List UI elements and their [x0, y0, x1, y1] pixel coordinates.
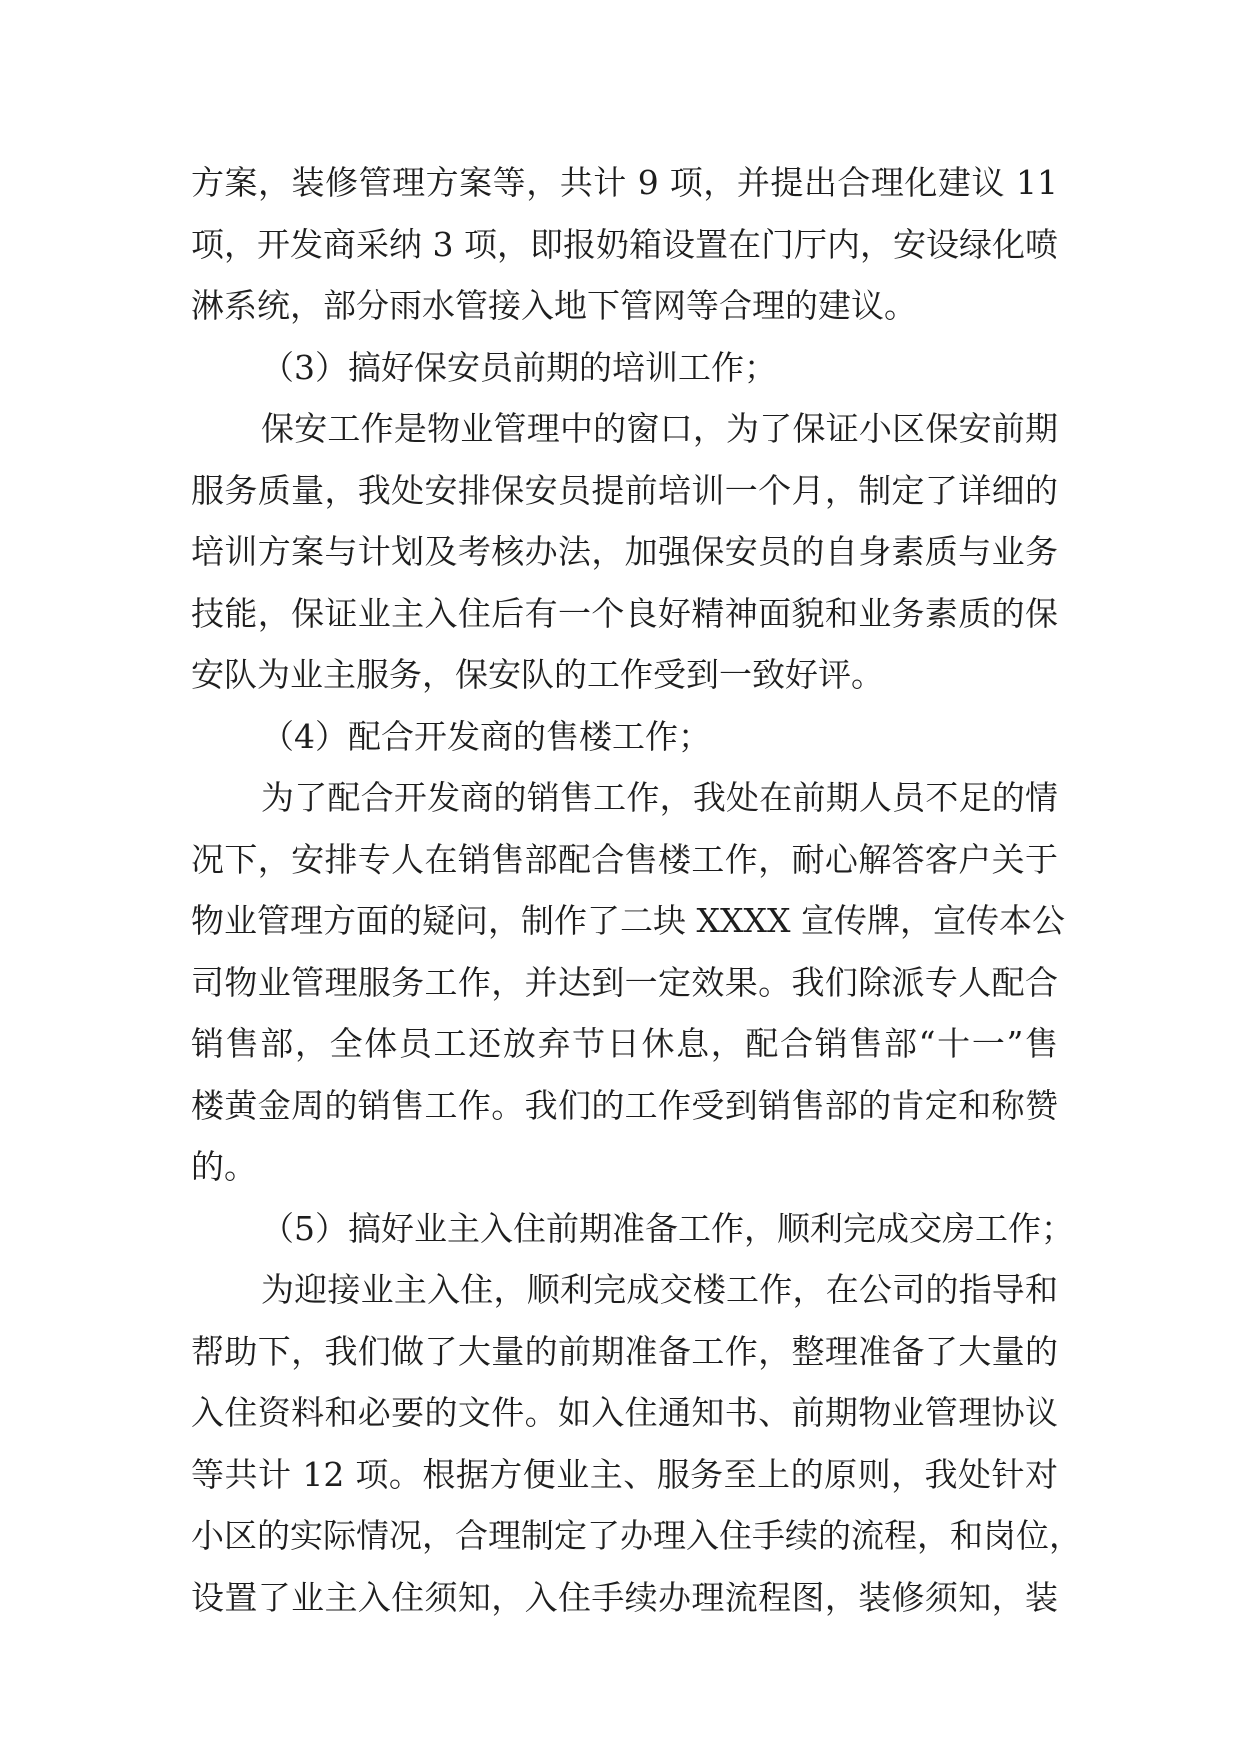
body-text-line: 销售部，全体员工还放弃节日休息，配合销售部“十一”售 [191, 1024, 1058, 1063]
body-text-line: 等共计 12 项。根据方便业主、服务至上的原则，我处针对 [191, 1454, 1058, 1494]
body-text-line: 小区的实际情况，合理制定了办理入住手续的流程，和岗位， [191, 1516, 1082, 1555]
paragraph-first-line: 保安工作是物业管理中的窗口，为了保证小区保安前期 [261, 409, 1058, 448]
section-heading-4: （4）配合开发商的售楼工作； [261, 716, 711, 756]
section-heading-3: （3）搞好保安员前期的培训工作； [261, 347, 777, 387]
body-text-line: 培训方案与计划及考核办法，加强保安员的自身素质与业务 [191, 532, 1058, 571]
body-text-line: 物业管理方面的疑问，制作了二块 XXXX 宣传牌，宣传本公 [191, 901, 1065, 940]
body-text-line: 设置了业主入住须知，入住手续办理流程图，装修须知，装 [191, 1577, 1058, 1617]
document-body [191, 152, 1082, 1628]
section-heading-5: （5）搞好业主入住前期准备工作，顺利完成交房工作； [261, 1208, 1074, 1248]
body-text-line: 帮助下，我们做了大量的前期准备工作，整理准备了大量的 [191, 1331, 1058, 1371]
body-text-line: 司物业管理服务工作，并达到一定效果。我们除派专人配合 [191, 962, 1058, 1002]
body-text-line: 方案，装修管理方案等，共计 9 项，并提出合理化建议 11 [191, 163, 1058, 202]
body-text-line: 的。 [191, 1147, 257, 1186]
body-text-line: 安队为业主服务，保安队的工作受到一致好评。 [191, 655, 884, 694]
paragraph-first-line: 为迎接业主入住，顺利完成交楼工作，在公司的指导和 [261, 1270, 1058, 1309]
body-text-line: 技能，保证业主入住后有一个良好精神面貌和业务素质的保 [191, 593, 1058, 633]
body-text-line: 淋系统，部分雨水管接入地下管网等合理的建议。 [191, 286, 917, 325]
body-text-line: 况下，安排专人在销售部配合售楼工作，耐心解答客户关于 [191, 839, 1058, 879]
body-text-line: 项，开发商采纳 3 项，即报奶箱设置在门厅内，安设绿化喷 [191, 224, 1058, 264]
body-text-line: 楼黄金周的销售工作。我们的工作受到销售部的肯定和称赞 [191, 1085, 1058, 1125]
body-text-line: 入住资料和必要的文件。如入住通知书、前期物业管理协议 [191, 1393, 1058, 1432]
paragraph-first-line: 为了配合开发商的销售工作，我处在前期人员不足的情 [261, 778, 1058, 817]
body-text-line: 服务质量，我处安排保安员提前培训一个月，制定了详细的 [191, 470, 1058, 510]
